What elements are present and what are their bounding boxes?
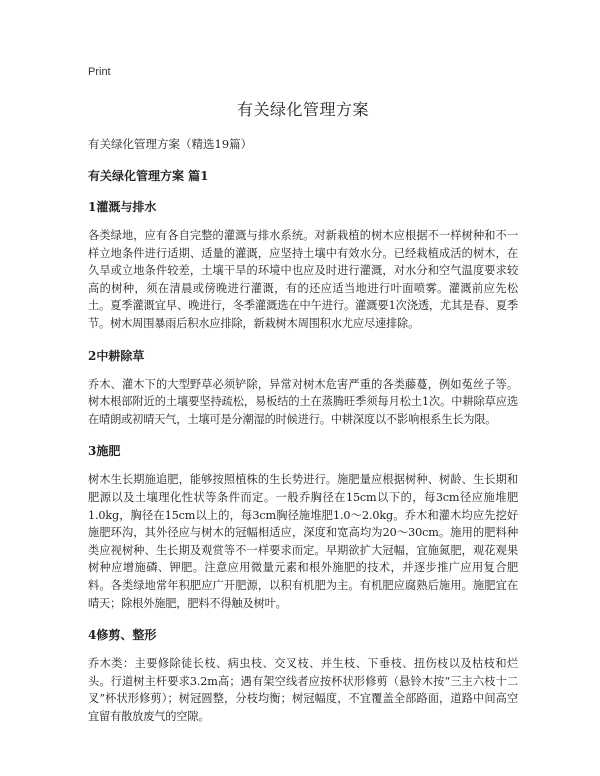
section-heading: 3施肥 <box>88 444 121 459</box>
section-heading: 1灌溉与排水 <box>88 200 157 214</box>
section-paragraph: 乔木、灌木下的大型野草必须铲除，异常对树木危害严重的各类藤蔓，例如菟丝子等。树木根部附近的土壤要坚持疏松，易板结的土在蒸腾旺季须每月松土1次。中耕除草应选在晴朗或初晴天气，土壤可是分潮湿的时候进行。中耕深度以不影响根系生长为限。 <box>88 377 518 426</box>
section-fertilizing <box>88 442 518 612</box>
section-irrigation <box>88 198 518 333</box>
print-label[interactable]: Print <box>88 66 111 78</box>
page-title: 有关绿化管理方案 <box>236 100 369 119</box>
section-paragraph: 乔木类：主要修除徒长枝、病虫枝、交叉枝、并生枝、下垂枝、扭伤枝以及枯枝和烂头。行道树主杆要求3.2m高；遇有架空线者应按杯状形修剪（悬铃木按“三主六枝十二叉”杯状形修剪）；树冠圆整，分枝均衡；树冠幅度，不宜覆盖全部路面，道路中间高空宜留有散放废气的空隙。 <box>88 657 518 723</box>
section-weeding <box>88 347 518 429</box>
document-page <box>88 66 518 739</box>
section-pruning <box>88 626 518 725</box>
section-paragraph: 各类绿地，应有各自完整的灌溉与排水系统。对新栽植的树木应根据不一样树种和不一样立地条件进行适期、适量的灌溉，应坚持土壤中有效水分。已经栽植成活的树木，在久旱或立地条件较差，土壤干旱的环境中也应及时进行灌溉，对水分和空气温度要求较高的树种，须在清晨或傍晚进行灌溉，有的还应适当地进行叶面喷雾。灌溉前应先松土。夏季灌溉宜早、晚进行，冬季灌溉选在中午进行。灌溉要1次浇透，尤其是春、夏季节。树木周围暴雨后积水应排除，新栽树木周围积水尤应尽速排除。 <box>88 229 518 330</box>
section-heading: 2中耕除草 <box>88 348 145 363</box>
section-heading: 4修剪、整形 <box>88 628 157 643</box>
document-subtitle: 有关绿化管理方案（精选19篇） <box>88 137 253 151</box>
chapter-heading: 有关绿化管理方案 篇1 <box>88 169 209 183</box>
section-paragraph: 树木生长期施追肥，能够按照植株的生长势进行。施肥量应根据树种、树龄、生长期和肥源以及土壤理化性状等条件而定。一般乔胸径在15cm以下的，每3cm径应施堆肥1.0kg，胸径在15cm以上的，每3cm胸径施堆肥1.0～2.0kg。乔木和灌木均应先挖好施肥环沟，其外径应与树木的冠幅相适应，深度和宽高均为20～30cm。施用的肥料种类应视树种、生长期及观赏等不一样要求而定。早期欲扩大冠幅，宜施氮肥，观花观果树种应增施磷、钾肥。注意应用微量元素和根外施肥的技术，并逐步推广应用复合肥料。各类绿地常年积肥应广开肥源，以积有机肥为主。有机肥应腐熟后施用。施肥宜在晴天；除根外施肥，肥料不得触及树叶。 <box>88 473 518 610</box>
